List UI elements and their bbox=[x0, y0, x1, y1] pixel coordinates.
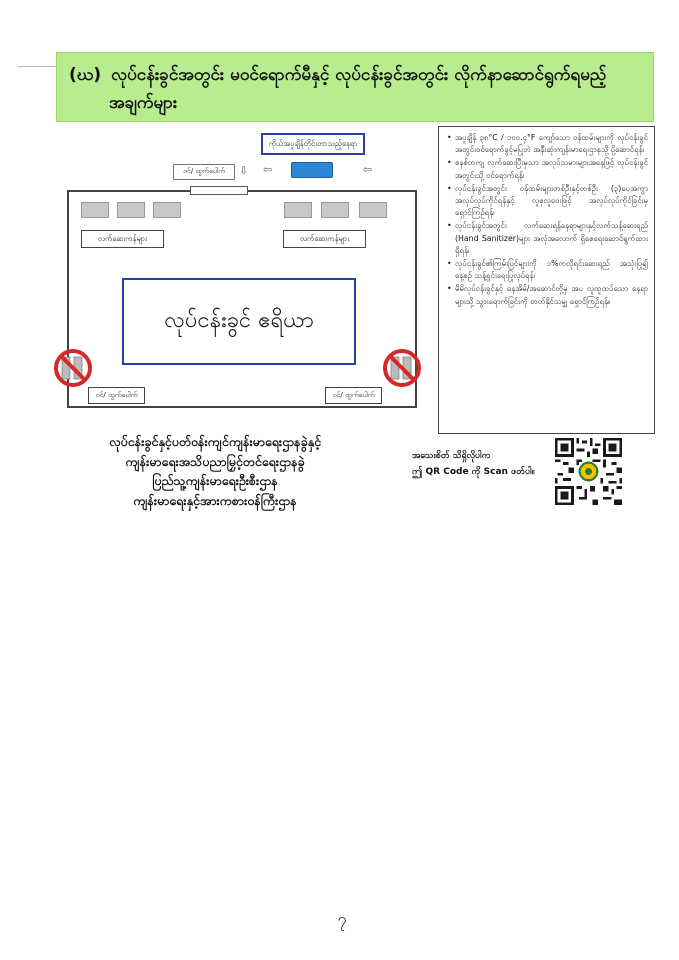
temperature-check-label: ကိုယ်အပူချိန်တိုင်းတာသည့်နေရာ bbox=[261, 133, 365, 155]
rule-item: • မိမိလုပ်ငန်းခွင်နှင့် နေအိမ်/အဆောင်တို့မှ အပ လူထူထပ်သော နေရာများသို့ သွားရောက်ခြင်းကို တတ်နိုင်သမျှ ရှောင်ကြဉ်ရန်။ bbox=[447, 283, 648, 307]
page-number: ၇ bbox=[337, 909, 347, 928]
work-area: လုပ်ငန်းခွင် ဧရိယာ bbox=[122, 278, 356, 365]
rules-box bbox=[438, 126, 655, 434]
qr-instructions bbox=[412, 448, 552, 480]
qr-code-icon[interactable] bbox=[555, 438, 622, 505]
header-rule bbox=[18, 66, 58, 67]
rules-list bbox=[447, 132, 648, 308]
workplace-diagram bbox=[55, 130, 430, 420]
arrow-left-icon: ⇦ bbox=[363, 163, 373, 176]
header-title: လုပ်ငန်းခွင်အတွင်း မဝင်ရောက်မီနှင့် လုပ်ငန်းခွင်အတွင်း လိုက်နာဆောင်ရွက်ရမည့် bbox=[111, 65, 607, 85]
rule-item: • လုပ်ငန်းခွင်အတွင်း လက်ဆေးရန်နေရာများနှင့်လက်သန့်ဆေးရည် (Hand Sanitizer)များ အလုံအလောက် ရှိစေရေးဆောင်ရွက်ထားရှိရန်၊ bbox=[447, 220, 648, 257]
qr-line-2: ဤ QR Code ကို Scan ဖတ်ပါ။ bbox=[412, 467, 535, 477]
rule-item: • လုပ်ငန်းခွင်အတွင်း ဝန်ထမ်းများတစ်ဦးနှင့်တစ်ဦး (၃)ပေအကွာ အလုပ်လုပ်ကိုင်ရန်နှင့် လူစုလူဝေးဖြင့် အလုပ်လုပ်ကိုင်ခြင်းမှ ရှောင်ကြဉ်ရန်၊ bbox=[447, 183, 648, 220]
top-door bbox=[190, 186, 248, 195]
table bbox=[321, 202, 349, 218]
rule-item: • အပူချိန် ၃၈°C / ၁၀၀.၄°F ကျော်သော ဝန်ထမ်းများကို လုပ်ငန်းခွင်အတွင်းဝင်ရောက်ခွင့်မပြုဘဲ အနီးဆုံးကျန်းမာရေးဌာနသို့ ပို့ဆောင်ရန်၊ bbox=[447, 132, 648, 156]
credit-line: ကျန်းမာရေးနှင့်အားကစားဝန်ကြီးဌာန bbox=[133, 492, 297, 508]
bottom-left-exit-label: ဝင်/ ထွက်ပေါက် bbox=[88, 387, 145, 404]
thermometer-device bbox=[291, 162, 333, 178]
no-entry-icon bbox=[53, 348, 93, 388]
rule-item: • လုပ်ငန်းခွင်၏ကြမ်းပြင်များကို ၁%ကလိုရင်းဆေးရည် အသုံးပြု၍ နေ့စဉ် သန့်ရှင်းရေးပြုလုပ်ရန်၊ bbox=[447, 258, 648, 282]
qr-line-1: အသေးစိတ် သိရှိလိုပါက bbox=[412, 451, 491, 461]
table bbox=[81, 202, 109, 218]
credit-line: လုပ်ငန်းခွင်နှင့်ပတ်ဝန်းကျင်ကျန်းမာရေးဌာနခွဲနှင့် bbox=[108, 434, 322, 449]
section-prefix: (ဃ) bbox=[69, 65, 102, 85]
header-line-2: အချက်များ bbox=[109, 93, 178, 113]
credit-line: ကျန်းမာရေးအသိပညာမြှင့်တင်ရေးဌာနခွဲ bbox=[125, 453, 305, 469]
department-credits bbox=[70, 432, 360, 510]
rule-item: • စနစ်တကျ လက်ဆေးပြီးမှသာ အလုပ်သမားများအနေဖြင့် လုပ်ငန်းခွင်အတွင်းသို့ ဝင်ရောက်ရန်၊ bbox=[447, 157, 648, 181]
arrow-down-icon: ⇩ bbox=[239, 164, 249, 177]
no-entry-icon bbox=[382, 348, 422, 388]
header-line-1 bbox=[69, 61, 641, 89]
table bbox=[359, 202, 387, 218]
credit-line: ပြည်သူ့ကျန်းမာရေးဦးစီးဌာန bbox=[152, 473, 278, 488]
handwash-station-left: လက်ဆေးကန်များ bbox=[81, 230, 164, 248]
handwash-station-right: လက်ဆေးကန်များ bbox=[283, 230, 366, 248]
arrow-left-icon: ⇦ bbox=[263, 163, 273, 176]
table bbox=[117, 202, 145, 218]
section-header bbox=[56, 52, 654, 122]
table bbox=[284, 202, 312, 218]
table bbox=[153, 202, 181, 218]
top-entrance-label: ဝင်/ ထွက်ပေါက် bbox=[173, 164, 235, 180]
bottom-right-exit-label: ဝင်/ ထွက်ပေါက် bbox=[325, 387, 382, 404]
